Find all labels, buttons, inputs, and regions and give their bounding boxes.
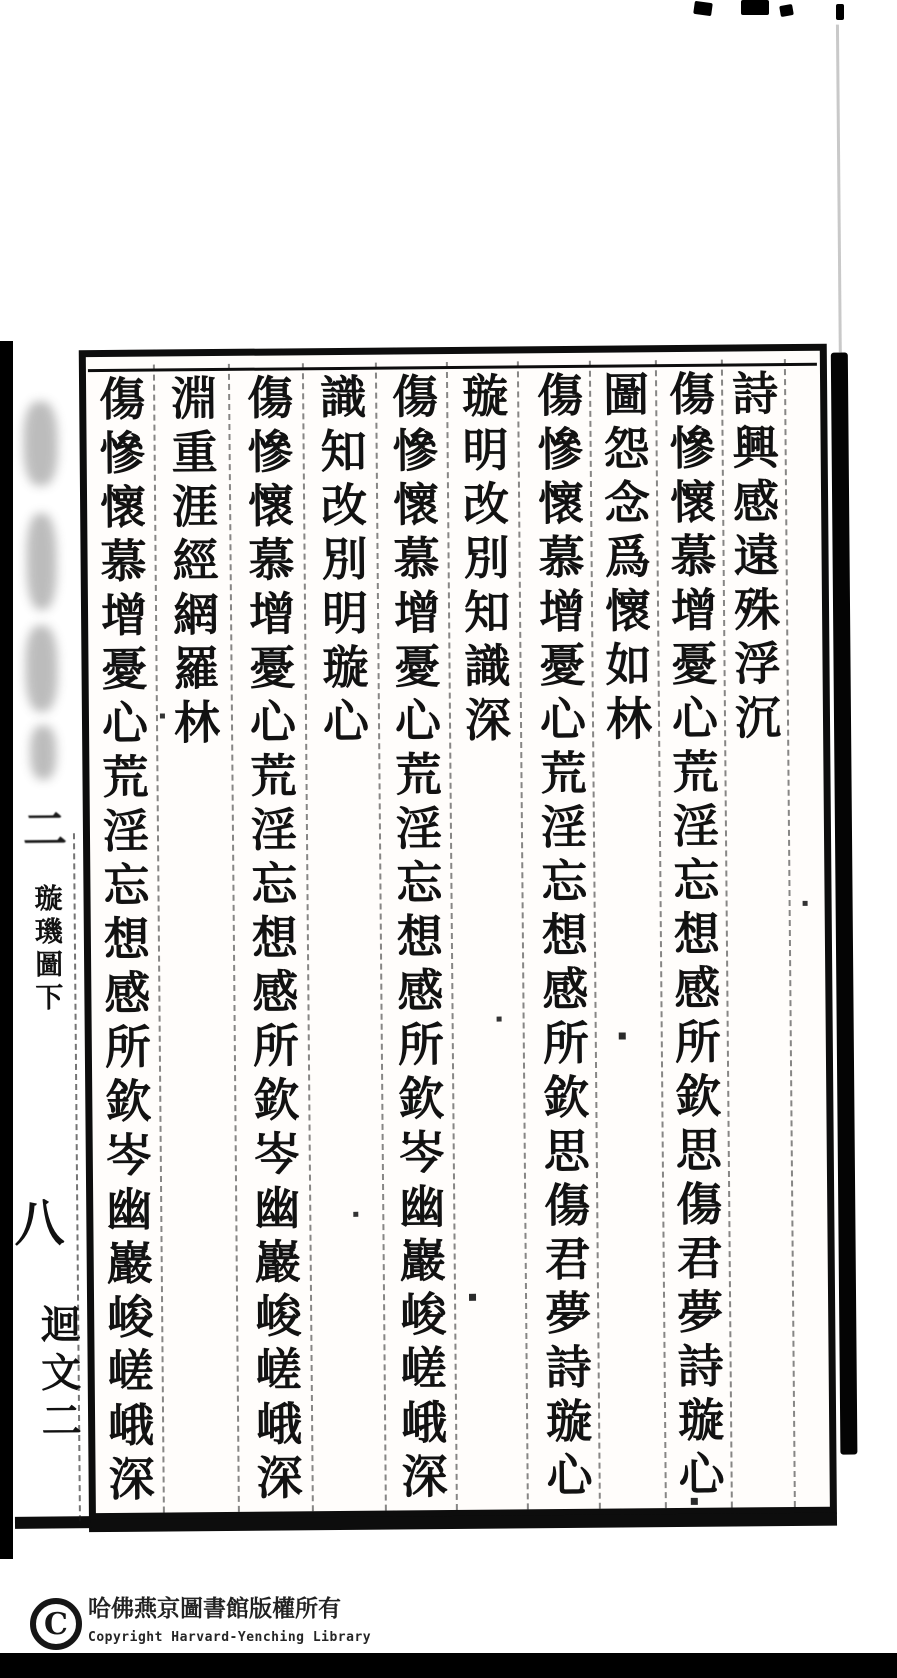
poem-column-10: 傷慘懷慕增憂心荒淫忘想感所欽岑幽巖峻嵯峨深 bbox=[91, 374, 156, 1510]
spine-smudged-character bbox=[25, 625, 58, 711]
spine-smudged-character bbox=[30, 725, 56, 779]
copyright-text-chinese: 哈佛燕京圖書館版權所有 bbox=[88, 1595, 341, 1622]
cutoff-character-fragment bbox=[836, 4, 844, 20]
poem-column-8: 傷慘懷慕增憂心荒淫忘想感所欽岑幽巖峻嵯峨深 bbox=[239, 373, 304, 1508]
poem-column-7: 識知改別明璇心 bbox=[312, 372, 371, 752]
poem-column-6: 傷慘懷慕增憂心荒淫忘想感所欽岑幽巖峻嵯峨深 bbox=[384, 372, 449, 1507]
poem-column-4: 傷慘懷慕增憂心荒淫忘想感所欽思傷君夢詩璇心 bbox=[529, 370, 594, 1506]
poem-column-9: 淵重涯經網羅林 bbox=[163, 374, 222, 753]
poem-column-3: 圖怨念爲懷如林 bbox=[595, 370, 654, 749]
spine-smudged-character bbox=[23, 401, 58, 485]
scanner-edge-bottom bbox=[0, 1653, 897, 1678]
poem-column-2: 傷慘懷慕增憂心荒淫忘想感所欽思傷君夢詩璇心 bbox=[661, 369, 726, 1505]
spine-leaf-number: 八 bbox=[14, 1193, 65, 1253]
spine-smudged-character bbox=[26, 513, 57, 609]
copyright-text-english: Copyright Harvard-Yenching Library bbox=[88, 1630, 372, 1645]
page-edge-faint-line bbox=[836, 25, 842, 353]
spine-volume-character: 二 bbox=[22, 804, 68, 856]
cutoff-character-fragment bbox=[741, 0, 769, 15]
spine-section-label: 迴文二 bbox=[34, 1303, 83, 1448]
spine-title: 璇璣圖下 bbox=[30, 883, 65, 1016]
copyright-symbol-icon: C bbox=[30, 1598, 82, 1650]
scanner-edge-left bbox=[0, 341, 13, 1559]
cutoff-character-fragment bbox=[693, 1, 713, 16]
cutoff-character-fragment bbox=[779, 4, 794, 17]
poem-column-1: 詩興感遠殊浮沉 bbox=[724, 369, 783, 748]
poem-column-5: 璇明改別知識深 bbox=[454, 371, 513, 750]
